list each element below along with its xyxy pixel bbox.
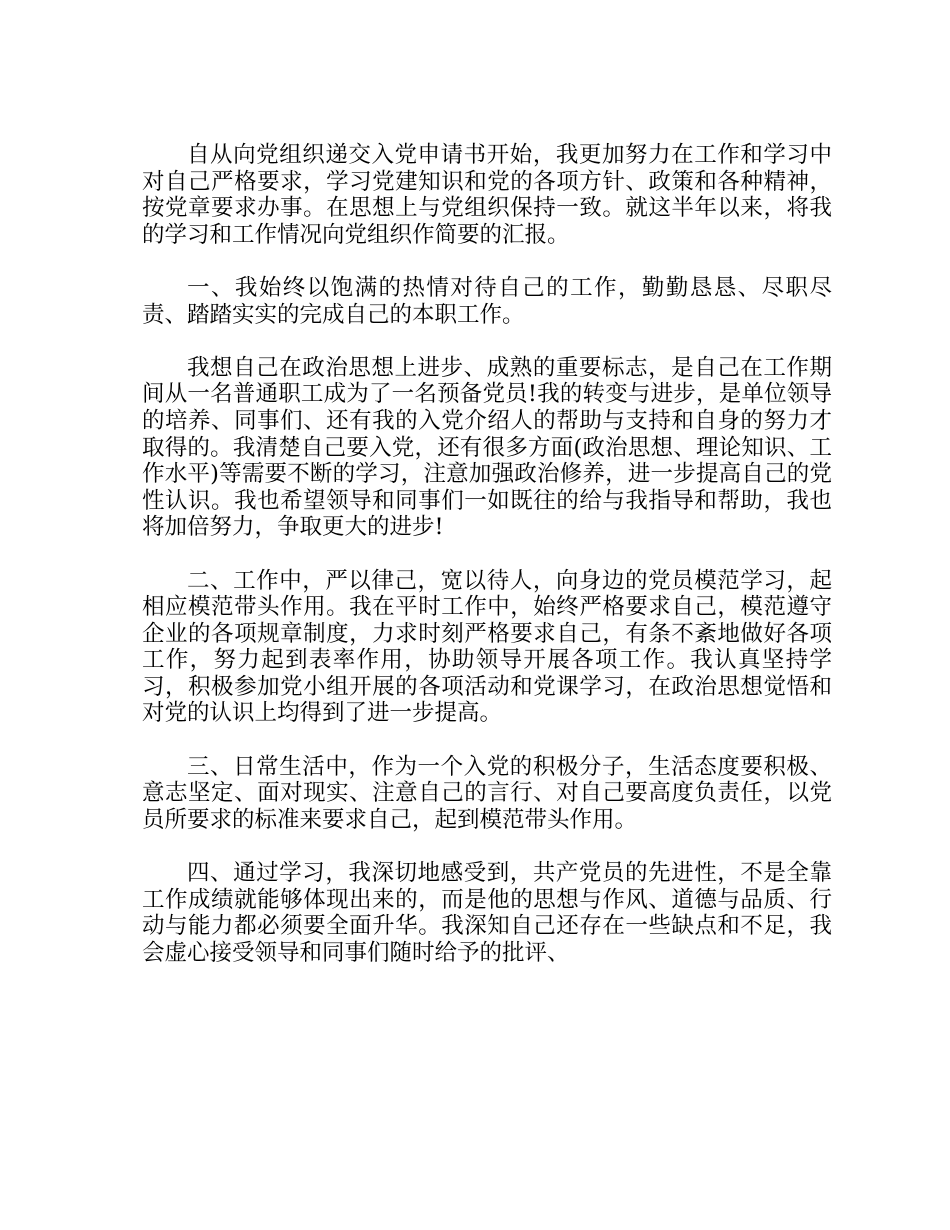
paragraph-reflection: 我想自己在政治思想上进步、成熟的重要标志，是自己在工作期间从一名普通职工成为了一名预备党员!我的转变与进步，是单位领导的培养、同事们、还有我的入党介绍人的帮助与支持和自身的努力才取得的。我清楚自己要入党，还有很多方面(政治思想、理论知识、工作水平)等需要不断的学习，注意加强政治修养，进一步提高自己的党性认识。我也希望领导和同事们一如既往的给与我指导和帮助，我也将加倍努力，争取更大的进步! (142, 354, 832, 541)
paragraph-point-four: 四、通过学习，我深切地感受到，共产党员的先进性，不是全靠工作成绩就能够体现出来的，而是他的思想与作风、道德与品质、行动与能力都必须要全面升华。我深知自己还存在一些缺点和不足，我会虚心接受领导和同事们随时给予的批评、 (142, 860, 832, 966)
paragraph-intro: 自从向党组织递交入党申请书开始，我更加努力在工作和学习中对自己严格要求，学习党建知识和党的各项方针、政策和各种精神，按党章要求办事。在思想上与党组织保持一致。就这半年以来，将我的学习和工作情况向党组织作简要的汇报。 (142, 142, 832, 248)
paragraph-point-one: 一、我始终以饱满的热情对待自己的工作，勤勤恳恳、尽职尽责、踏踏实实的完成自己的本职工作。 (142, 274, 832, 328)
paragraph-point-two: 二、工作中，严以律己，宽以待人，向身边的党员模范学习，起相应模范带头作用。我在平时工作中，始终严格要求自己，模范遵守企业的各项规章制度，力求时刻严格要求自己，有条不紊地做好各项工作，努力起到表率作用，协助领导开展各项工作。我认真坚持学习，积极参加党小组开展的各项活动和党课学习，在政治思想觉悟和对党的认识上均得到了进一步提高。 (142, 567, 832, 727)
paragraph-point-three: 三、日常生活中，作为一个入党的积极分子，生活态度要积极、意志坚定、面对现实、注意自己的言行、对自己要高度负责任，以党员所要求的标准来要求自己，起到模范带头作用。 (142, 753, 832, 833)
document-body (142, 142, 832, 966)
